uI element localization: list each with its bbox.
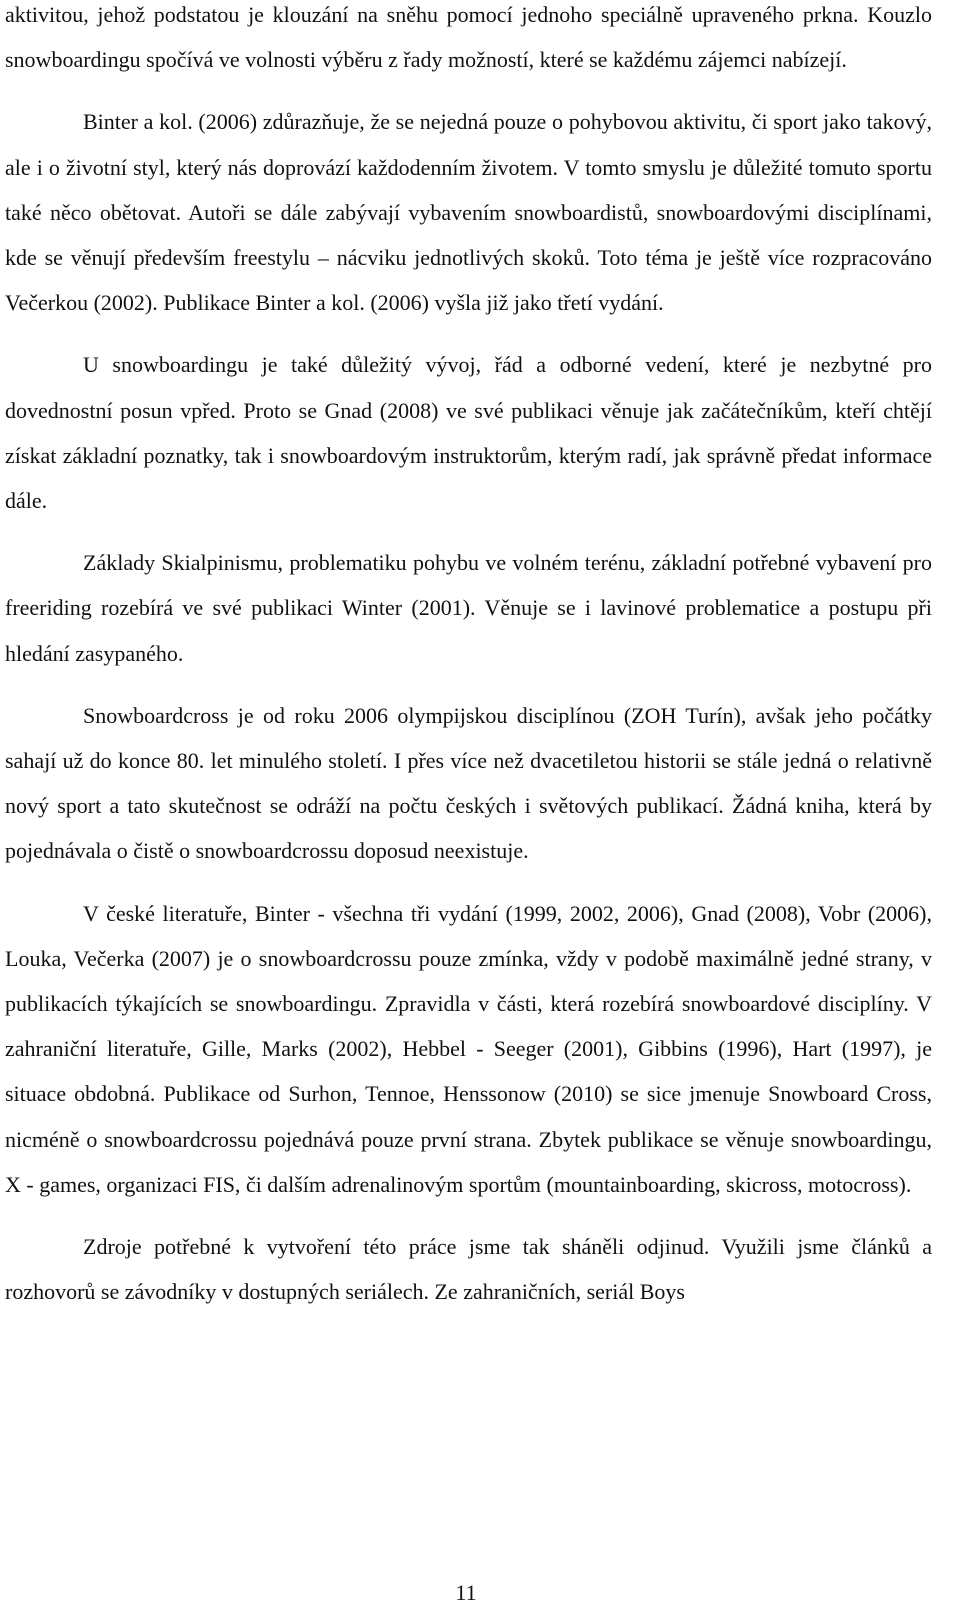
page-number: 11: [455, 1580, 477, 1605]
paragraph-1: aktivitou, jehož podstatou je klouzání na sněhu pomocí jednoho speciálně upraveného prkna. Kouzlo snowboardingu spočívá ve volnosti výběru z řady možností, které se každému zájemci nabízejí.: [5, 2, 932, 73]
paragraph-2: Binter a kol. (2006) zdůrazňuje, že se nejedná pouze o pohybovou aktivitu, či sport jako takový, ale i o životní styl, který nás doprovází každodenním životem. V tomto smyslu je důležité tomuto sportu také něco obětovat. Autoři se dále zabývají vybavením snowboardistů, snowboardovými disciplínami, kde se věnují především freestylu – nácviku jednotlivých skoků. Toto téma je ještě více rozpracováno Večerkou (2002). Publikace Binter a kol. (2006) vyšla již jako třetí vydání.: [5, 109, 932, 316]
paragraph-6: V české literatuře, Binter - všechna tři vydání (1999, 2002, 2006), Gnad (2008), Vobr (2006), Louka, Večerka (2007) je o snowboardcrossu pouze zmínka, vždy v podobě maximálně jedné strany, v publikacích týkajících se snowboardingu. Zpravidla v části, která rozebírá snowboardové disciplíny. V zahraniční literatuře, Gille, Marks (2002), Hebbel - Seeger (2001), Gibbins (1996), Hart (1997), je situace obdobná. Publikace od Surhon, Tennoe, Henssonow (2010) se sice jmenuje Snowboard Cross, nicméně o snowboardcrossu pojednává pouze první strana. Zbytek publikace se věnuje snowboardingu, X - games, organizaci FIS, či dalším adrenalinovým sportům (mountainboarding, skicross, motocross).: [5, 900, 932, 1197]
paragraph-5: Snowboardcross je od roku 2006 olympijskou disciplínou (ZOH Turín), avšak jeho počátky sahají už do konce 80. let minulého století. I přes více než dvacetiletou historii se stále jedná o relativně nový sport a tato skutečnost se odráží na počtu českých i světových publikací. Žádná kniha, která by pojednávala o čistě o snowboardcrossu doposud neexistuje.: [5, 702, 932, 864]
paragraph-3: U snowboardingu je také důležitý vývoj, řád a odborné vedení, které je nezbytné pro dovednostní posun vpřed. Proto se Gnad (2008) ve své publikaci věnuje jak začátečníkům, kteří chtějí získat základní poznatky, tak i snowboardovým instruktorům, kterým radí, jak správně předat informace dále.: [5, 352, 932, 514]
paragraph-4: Základy Skialpinismu, problematiku pohybu ve volném terénu, základní potřebné vybavení pro freeriding rozebírá ve své publikaci Winter (2001). Věnuje se i lavinové problematice a postupu při hledání zasypaného.: [5, 550, 932, 666]
paragraph-7: Zdroje potřebné k vytvoření této práce jsme tak sháněli odjinud. Využili jsme článků a rozhovorů se závodníky v dostupných seriálech. Ze zahraničních, seriál Boys: [5, 1234, 932, 1305]
body-text: [5, 0, 932, 1331]
